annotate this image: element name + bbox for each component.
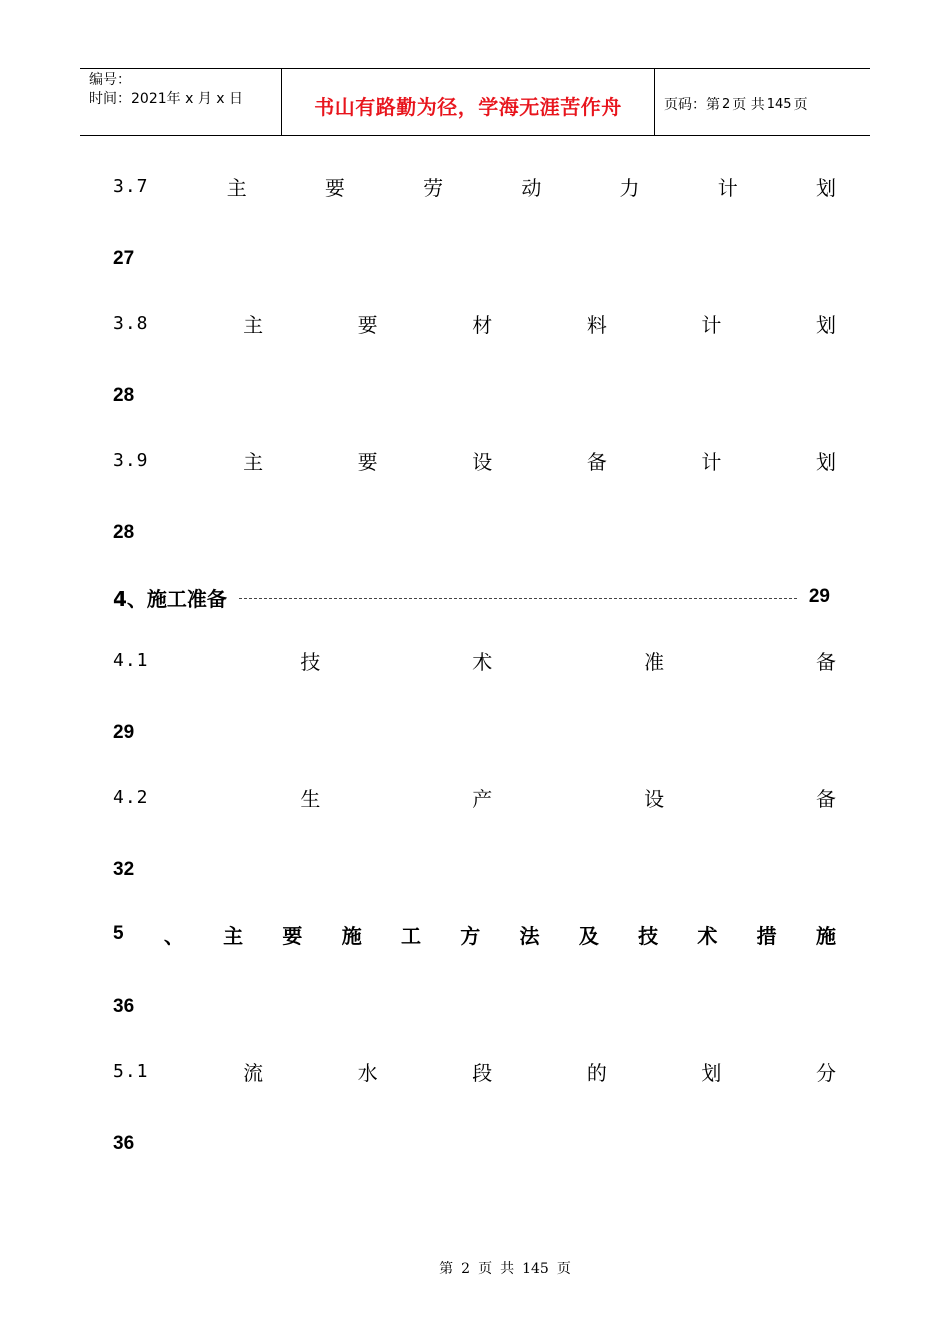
header-motto: 书山有路勤为径，学海无涯苦作舟 bbox=[314, 94, 622, 119]
toc-char: 术 bbox=[697, 923, 718, 948]
page-mid: 页 共 bbox=[732, 97, 765, 113]
toc-section-5[interactable] bbox=[113, 919, 836, 949]
toc-char: 要 bbox=[357, 449, 378, 474]
toc-char: 力 bbox=[619, 175, 640, 200]
toc-char: 、 bbox=[163, 923, 184, 948]
footer-current-page: 2 bbox=[461, 1261, 471, 1277]
toc-char: 划 bbox=[701, 1060, 722, 1085]
toc-char: 产 bbox=[472, 786, 493, 811]
toc-char: 及 bbox=[578, 923, 599, 948]
toc-page-number: 27 bbox=[113, 248, 135, 269]
doc-time bbox=[89, 90, 281, 109]
toc-page-number: 36 bbox=[113, 996, 135, 1017]
toc-char: 备 bbox=[586, 449, 607, 474]
toc-char: 水 bbox=[357, 1060, 378, 1085]
toc-char: 法 bbox=[519, 923, 540, 948]
toc-char: 分 bbox=[815, 1060, 836, 1085]
toc-char: 计 bbox=[701, 312, 722, 337]
toc-char: 施 bbox=[815, 923, 836, 948]
toc-char: 要 bbox=[324, 175, 345, 200]
header-motto-cell bbox=[281, 69, 655, 135]
time-label: 时间： bbox=[89, 91, 131, 107]
toc-entry-3-9[interactable] bbox=[113, 445, 836, 475]
toc-char: 措 bbox=[756, 923, 777, 948]
footer-ye: 页 bbox=[556, 1261, 571, 1277]
toc-char: 要 bbox=[282, 923, 303, 948]
toc-number: 5 bbox=[113, 923, 125, 944]
toc-section-4[interactable] bbox=[113, 582, 830, 612]
toc-char: 技 bbox=[300, 649, 321, 674]
toc-entry-4-2[interactable] bbox=[113, 782, 836, 812]
toc-dot-leader bbox=[239, 598, 797, 599]
toc-char: 劳 bbox=[423, 175, 444, 200]
toc-page-number: 32 bbox=[113, 859, 135, 880]
toc-char: 段 bbox=[472, 1060, 493, 1085]
toc-entry-5-1[interactable] bbox=[113, 1056, 836, 1086]
toc-char: 动 bbox=[521, 175, 542, 200]
toc-char: 的 bbox=[586, 1060, 607, 1085]
page-footer bbox=[0, 1258, 950, 1278]
page-header bbox=[80, 68, 870, 136]
toc-number: 3.8 bbox=[113, 312, 149, 334]
toc-section-title: 4、施工准备 bbox=[113, 586, 227, 611]
toc-page-number: 28 bbox=[113, 385, 135, 406]
toc-entry-4-1[interactable] bbox=[113, 645, 836, 675]
toc-number: 5.1 bbox=[113, 1060, 149, 1082]
toc-number: 3.9 bbox=[113, 449, 149, 471]
toc-char: 主 bbox=[243, 449, 264, 474]
toc-char: 准 bbox=[644, 649, 665, 674]
toc-char: 料 bbox=[586, 312, 607, 337]
toc-char: 材 bbox=[472, 312, 493, 337]
toc-char: 主 bbox=[223, 923, 244, 948]
doc-number-label: 编号： bbox=[89, 72, 131, 88]
toc-char: 主 bbox=[243, 312, 264, 337]
toc-page-number: 36 bbox=[113, 1133, 135, 1154]
toc-char: 设 bbox=[644, 786, 665, 811]
toc-char: 划 bbox=[815, 449, 836, 474]
page-current: 2 bbox=[722, 96, 731, 112]
time-year: 2021 bbox=[131, 91, 167, 107]
header-meta bbox=[80, 69, 281, 135]
footer-ye: 页 bbox=[478, 1261, 493, 1277]
toc-char: 方 bbox=[460, 923, 481, 948]
toc-char: 技 bbox=[638, 923, 659, 948]
toc-number: 3.7 bbox=[113, 175, 149, 197]
page-label: 页码：第 bbox=[664, 97, 720, 113]
toc-char: 设 bbox=[472, 449, 493, 474]
toc-char: 备 bbox=[815, 649, 836, 674]
toc-char: 备 bbox=[815, 786, 836, 811]
toc-char: 生 bbox=[300, 786, 321, 811]
toc-char: 术 bbox=[472, 649, 493, 674]
page-end: 页 bbox=[793, 97, 808, 113]
toc-char: 工 bbox=[400, 923, 421, 948]
toc-page-number: 29 bbox=[113, 722, 135, 743]
footer-di: 第 bbox=[439, 1261, 454, 1277]
toc-char: 计 bbox=[717, 175, 738, 200]
time-rest: 年 x 月 x 日 bbox=[166, 91, 244, 107]
toc-number: 4.1 bbox=[113, 649, 149, 671]
footer-total-pages: 145 bbox=[522, 1261, 549, 1277]
toc-page-number: 28 bbox=[113, 522, 135, 543]
toc-char: 要 bbox=[357, 312, 378, 337]
toc-page-number: 29 bbox=[808, 586, 830, 607]
toc-char: 划 bbox=[815, 175, 836, 200]
toc-entry-3-7[interactable] bbox=[113, 171, 836, 201]
toc-char: 施 bbox=[341, 923, 362, 948]
toc-char: 流 bbox=[243, 1060, 264, 1085]
toc-char: 划 bbox=[815, 312, 836, 337]
page-total: 145 bbox=[766, 96, 792, 112]
toc-char: 主 bbox=[226, 175, 247, 200]
footer-gong: 共 bbox=[500, 1261, 515, 1277]
toc-number: 4.2 bbox=[113, 786, 149, 808]
toc-char: 计 bbox=[701, 449, 722, 474]
header-page-info bbox=[655, 69, 870, 135]
toc-entry-3-8[interactable] bbox=[113, 308, 836, 338]
